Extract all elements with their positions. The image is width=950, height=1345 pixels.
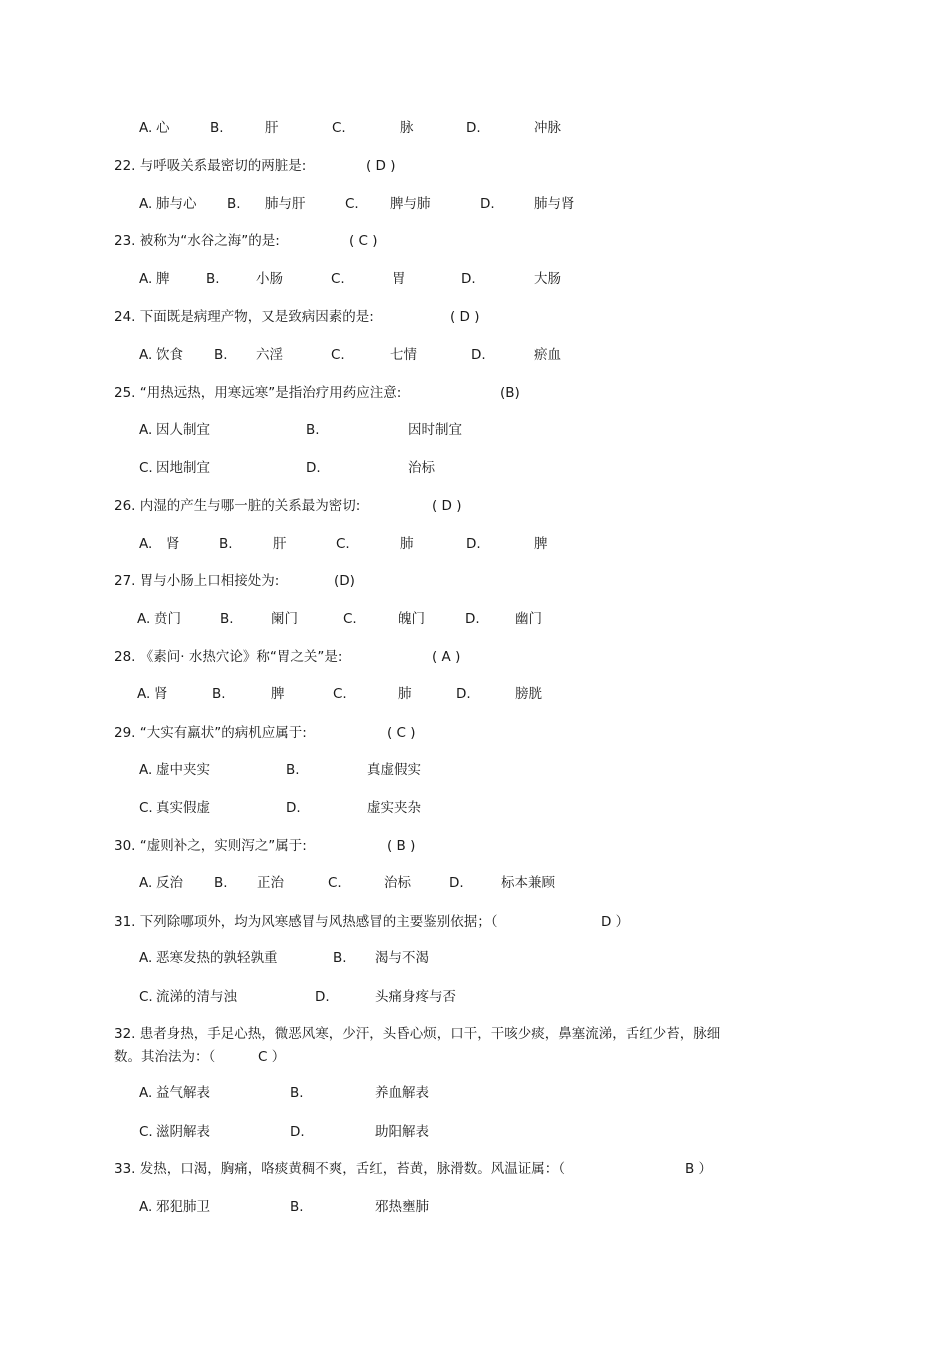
answer: ( C ): [387, 725, 416, 741]
question-text: 28. 《素问· 水热穴论》称“胃之关”是:: [114, 649, 343, 665]
option-text: 邪犯肺卫: [156, 1199, 210, 1215]
option-label: B.: [227, 196, 241, 212]
option-text: 肝: [273, 536, 287, 552]
option-label: D.: [465, 611, 480, 627]
option-text: 因时制宜: [408, 422, 462, 438]
option-text: 肝: [265, 120, 279, 136]
option-label: B.: [214, 347, 228, 363]
option-label: A.: [139, 347, 153, 363]
option-text: 心: [156, 120, 170, 136]
option-label: D.: [466, 536, 481, 552]
option-text: 正治: [257, 875, 284, 891]
option-label: C.: [332, 120, 346, 136]
option-text: 渴与不渴: [375, 950, 429, 966]
answer: ( D ): [450, 309, 480, 325]
answer: (D): [334, 573, 355, 589]
option-text: 冲脉: [534, 120, 561, 136]
option-label: A.: [139, 120, 153, 136]
option-text: 因地制宜: [156, 460, 210, 476]
option-label: C.: [139, 1124, 153, 1140]
option-text: 脾: [156, 271, 170, 287]
option-label: D.: [315, 989, 330, 1005]
option-text: 胃: [392, 271, 406, 287]
option-label: B.: [214, 875, 228, 891]
option-text: 肺与肝: [265, 196, 306, 212]
answer: (B): [500, 385, 520, 401]
option-label: D.: [449, 875, 464, 891]
option-text: 魄门: [398, 611, 425, 627]
option-label: B.: [210, 120, 224, 136]
option-label: A.: [139, 1085, 153, 1101]
option-label: C.: [139, 800, 153, 816]
question-text: 23. 被称为“水谷之海”的是:: [114, 233, 280, 249]
option-label: A.: [139, 271, 153, 287]
option-text: 肺: [400, 536, 414, 552]
option-text: 脾: [271, 686, 285, 702]
option-label: A.: [139, 950, 153, 966]
option-text: 脾: [534, 536, 548, 552]
option-label: A.: [139, 422, 153, 438]
option-label: C.: [345, 196, 359, 212]
option-text: 流涕的清与浊: [156, 989, 237, 1005]
answer: ( A ): [432, 649, 461, 665]
option-text: 脉: [400, 120, 414, 136]
option-text: 肺与心: [156, 196, 197, 212]
option-text: 贲门: [154, 611, 181, 627]
option-label: C.: [336, 536, 350, 552]
option-text: 肾: [166, 536, 180, 552]
option-text: 饮食: [156, 347, 183, 363]
option-label: D.: [286, 800, 301, 816]
question-text: 29. “大实有羸状”的病机应属于:: [114, 725, 307, 741]
option-label: A.: [139, 196, 153, 212]
option-text: 恶寒发热的孰轻孰重: [156, 950, 278, 966]
option-label: C.: [331, 347, 345, 363]
question-text: 33. 发热，口渴，胸痛，咯痰黄稠不爽，舌红，苔黄，脉滑数。风温证属：（: [114, 1161, 566, 1177]
answer: ( B ): [387, 838, 416, 854]
answer: C ）: [258, 1049, 286, 1065]
option-text: 阑门: [271, 611, 298, 627]
option-label: B.: [333, 950, 347, 966]
option-label: A.: [137, 611, 151, 627]
option-label: C.: [331, 271, 345, 287]
option-label: D.: [456, 686, 471, 702]
option-text: 头痛身疼与否: [375, 989, 456, 1005]
option-text: 脾与肺: [390, 196, 431, 212]
option-text: 助阳解表: [375, 1124, 429, 1140]
option-text: 滋阴解表: [156, 1124, 210, 1140]
option-label: D.: [306, 460, 321, 476]
question-text: 24. 下面既是病理产物，又是致病因素的是:: [114, 309, 374, 325]
option-text: 真虚假实: [367, 762, 421, 778]
option-text: 治标: [408, 460, 435, 476]
option-text: 虚实夹杂: [367, 800, 421, 816]
option-text: 肾: [154, 686, 168, 702]
answer: ( D ): [432, 498, 462, 514]
question-text: 32. 患者身热，手足心热，微恶风寒，少汗，头昏心烦，口干，干咳少痰，鼻塞流涕，舌红少苔，脉细: [114, 1026, 721, 1042]
option-text: 七情: [390, 347, 417, 363]
option-text: 邪热壅肺: [375, 1199, 429, 1215]
option-label: B.: [286, 762, 300, 778]
option-label: B.: [219, 536, 233, 552]
option-text: 益气解表: [156, 1085, 210, 1101]
answer: D ）: [601, 914, 630, 930]
option-label: D.: [461, 271, 476, 287]
option-label: B.: [212, 686, 226, 702]
option-label: B.: [220, 611, 234, 627]
option-text: 肺: [398, 686, 412, 702]
answer: ( C ): [349, 233, 378, 249]
option-label: C.: [139, 460, 153, 476]
option-label: A.: [139, 762, 153, 778]
option-label: D.: [471, 347, 486, 363]
option-label: C.: [139, 989, 153, 1005]
option-text: 六淫: [256, 347, 283, 363]
question-text: 26. 内湿的产生与哪一脏的关系最为密切:: [114, 498, 361, 514]
option-label: B.: [306, 422, 320, 438]
option-text: 反治: [156, 875, 183, 891]
option-text: 治标: [384, 875, 411, 891]
option-label: B.: [206, 271, 220, 287]
option-label: A.: [137, 686, 151, 702]
option-label: A.: [139, 1199, 153, 1215]
option-label: D.: [290, 1124, 305, 1140]
option-text: 小肠: [256, 271, 283, 287]
option-label: C.: [333, 686, 347, 702]
option-label: D.: [466, 120, 481, 136]
option-label: B.: [290, 1199, 304, 1215]
option-text: 肺与肾: [534, 196, 575, 212]
option-text: 幽门: [515, 611, 542, 627]
option-label: A.: [139, 536, 153, 552]
option-label: A.: [139, 875, 153, 891]
option-text: 因人制宜: [156, 422, 210, 438]
answer: ( D ): [366, 158, 396, 174]
option-label: C.: [343, 611, 357, 627]
answer: B ）: [685, 1161, 713, 1177]
option-label: D.: [480, 196, 495, 212]
option-text: 真实假虚: [156, 800, 210, 816]
option-text: 虚中夹实: [156, 762, 210, 778]
option-text: 大肠: [534, 271, 561, 287]
question-text: 数。其治法为：（: [114, 1049, 216, 1065]
option-text: 标本兼顾: [501, 875, 555, 891]
option-text: 瘀血: [534, 347, 561, 363]
question-text: 31. 下列除哪项外，均为风寒感冒与风热感冒的主要鉴别依据；（: [114, 914, 498, 930]
option-label: B.: [290, 1085, 304, 1101]
option-text: 膀胱: [515, 686, 542, 702]
question-text: 25. “用热远热，用寒远寒”是指治疗用药应注意:: [114, 385, 402, 401]
option-text: 养血解表: [375, 1085, 429, 1101]
question-text: 30. “虚则补之，实则泻之”属于:: [114, 838, 307, 854]
question-text: 27. 胃与小肠上口相接处为:: [114, 573, 280, 589]
option-label: C.: [328, 875, 342, 891]
question-text: 22. 与呼吸关系最密切的两脏是:: [114, 158, 307, 174]
